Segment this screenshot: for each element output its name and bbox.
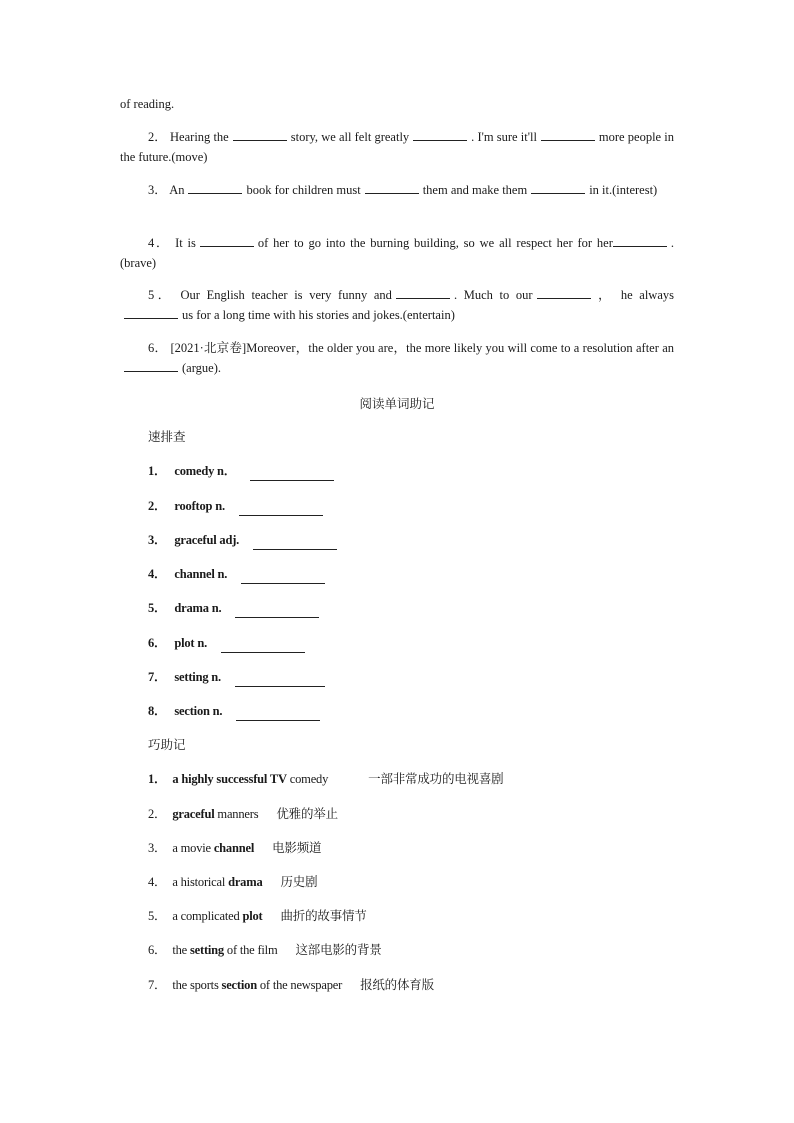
item-number: 2． [148,807,167,821]
phrase-translation: 电影频道 [272,840,322,855]
vocab-word: section n. [174,704,223,718]
answer-blank[interactable] [236,706,320,721]
phrase-keyword: drama [228,875,263,889]
item-number: 7． [148,978,167,992]
phrase-keyword: plot [242,909,263,923]
answer-blank[interactable] [239,501,323,516]
exercise-5 [120,285,674,325]
answer-blank[interactable] [200,234,254,247]
memory-item [148,769,503,789]
exercise-text: .(brave) [120,236,674,270]
phrase-translation: 这部电影的背景 [295,942,382,957]
answer-blank[interactable] [365,181,419,194]
phrase-text: manners [214,807,259,821]
exercise-number: 6． [148,341,168,355]
exercise-text: book for children must [246,183,361,197]
exercise-2 [120,127,674,167]
memory-item [148,975,434,995]
phrase-text: the [172,943,190,957]
vocab-item [148,701,320,721]
vocab-word: drama n. [174,601,222,615]
exercise-text: more people in the future.(move) [120,130,674,164]
phrase-keyword: setting [189,943,224,957]
item-number: 5． [148,601,167,615]
phrase-text: a complicated [172,909,243,923]
exercise-text: . I'm sure it'll [471,130,537,144]
vocab-item [148,530,337,550]
exercise-text: Our English teacher is very funny and [180,288,392,302]
exercise-text: in it.(interest) [589,183,658,197]
exercise-text: It is [175,236,196,250]
exercise-text: of her to go into the burning building, so we all respect her for her [257,236,613,250]
item-number: 3． [148,533,167,547]
vocab-word: comedy n． [174,464,237,478]
phrase-translation: 优雅的举止 [276,806,338,821]
vocab-item [148,564,325,584]
answer-blank[interactable] [253,535,337,550]
quick-check-label: 速排查 [148,429,186,444]
answer-blank[interactable] [396,286,450,299]
exercise-number: 3． [148,183,167,197]
vocab-word: graceful adj. [174,533,240,547]
item-number: 7． [148,670,167,684]
answer-blank[interactable] [537,286,591,299]
exercise-3 [120,180,674,200]
exercise-text: [2021·北京卷]Moreover，the older you are，the more likely you will come to a resolution after an [170,341,674,355]
answer-blank[interactable] [124,306,178,319]
item-number: 5． [148,909,167,923]
exercise-text: ， he always [594,288,674,302]
memory-item [148,906,367,926]
item-number: 6． [148,636,167,650]
item-number: 1． [148,464,167,478]
answer-blank[interactable] [531,181,585,194]
answer-blank[interactable] [241,569,325,584]
answer-blank[interactable] [250,466,334,481]
phrase-translation: 曲折的故事情节 [280,908,367,923]
phrase-translation: 历史剧 [280,874,318,889]
phrase-keyword: section [221,978,257,992]
vocab-item [148,461,334,481]
item-number: 4． [148,567,167,581]
phrase-text: a historical [172,875,229,889]
vocab-word: setting n. [174,670,221,684]
item-number: 8． [148,704,167,718]
exercise-4 [120,233,674,273]
vocab-word: plot n. [174,636,207,650]
item-number: 3． [148,841,167,855]
answer-blank[interactable] [235,672,325,687]
memory-item [148,838,321,858]
memory-item [148,872,317,892]
vocab-item [148,598,319,618]
exercise-text: . Much to our [453,288,533,302]
item-number: 4． [148,875,167,889]
vocab-word: rooftop n. [174,499,225,513]
exercise-text: Hearing the [170,130,229,144]
memory-label: 巧助记 [148,737,186,752]
vocab-word: channel n. [174,567,228,581]
answer-blank[interactable] [188,181,242,194]
exercise-text: An [169,183,185,197]
phrase-keyword: channel [213,841,255,855]
memory-item [148,804,338,824]
answer-blank[interactable] [124,359,178,372]
exercise-number: 2． [148,130,167,144]
phrase-keyword: graceful [172,807,215,821]
section-title: 阅读单词助记 [359,396,435,411]
exercise-number: 5． [148,288,174,302]
exercise-number: 4． [148,236,171,250]
answer-blank[interactable] [613,234,667,247]
answer-blank[interactable] [233,128,287,141]
answer-blank[interactable] [235,603,319,618]
phrase-text: of the newspaper [256,978,343,992]
phrase-text: a movie [172,841,214,855]
top-line: of reading. [120,97,175,111]
answer-blank[interactable] [413,128,467,141]
memory-item [148,940,382,960]
exercise-text: us for a long time with his stories and jokes.(entertain) [182,308,455,322]
vocab-item [148,633,305,653]
phrase-text: the sports [172,978,222,992]
phrase-text: comedy [286,772,329,786]
item-number: 2． [148,499,167,513]
phrase-translation: 报纸的体育版 [360,977,434,992]
vocab-item [148,667,325,687]
phrase-translation: 一部非常成功的电视喜剧 [368,771,504,786]
exercise-text: (argue). [182,361,221,375]
answer-blank[interactable] [221,638,305,653]
phrase-text: of the film [223,943,278,957]
phrase-keyword: a highly successful TV [172,772,287,786]
exercise-6 [120,338,674,378]
item-number: 6． [148,943,167,957]
answer-blank[interactable] [541,128,595,141]
exercise-text: them and make them [422,183,528,197]
exercise-text: story, we all felt greatly [290,130,410,144]
item-number: 1． [148,772,167,786]
vocab-item [148,496,323,516]
